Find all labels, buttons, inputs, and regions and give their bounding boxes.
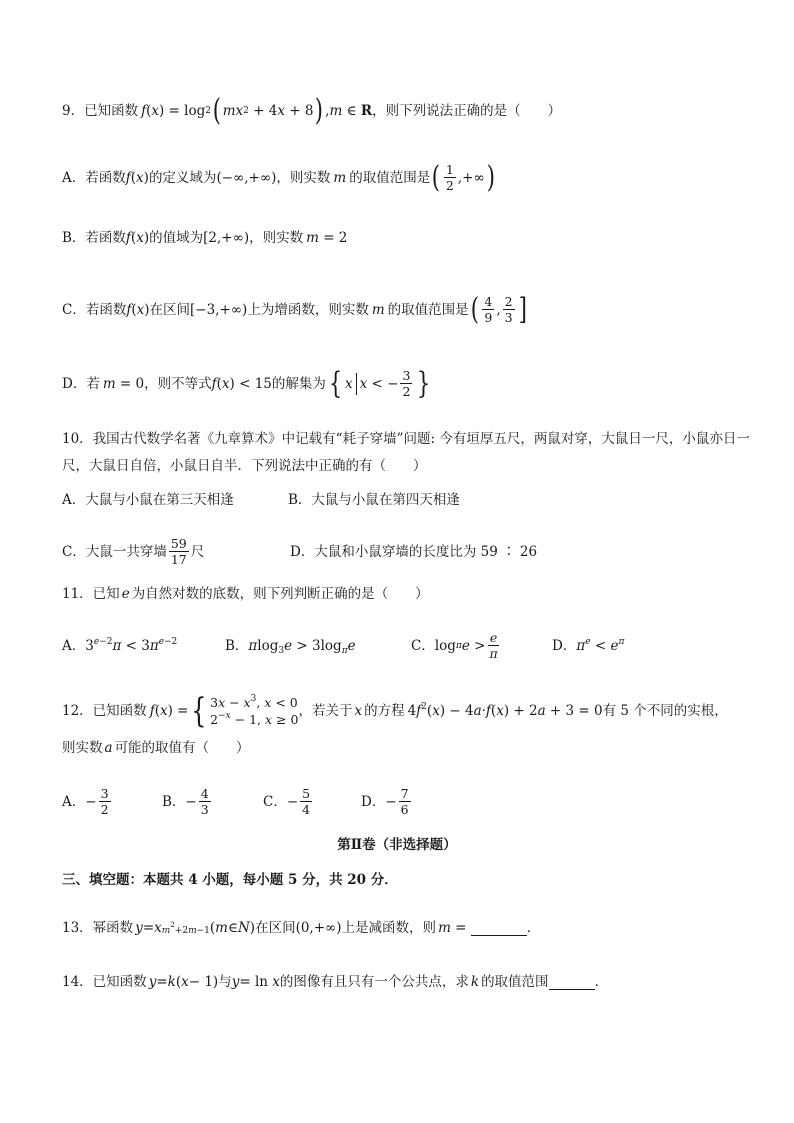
q9-option-d: D．若 m = 0 ，则不等式 f ( x ) < 15 的解集为 { x x < − $\frac{3}{2}$ } xyxy=(62,365,431,401)
q11-stem: 11．已知 e 为自然对数的底数，则下列判断正确的是（ ） xyxy=(62,586,429,602)
q9-stem: 9．已知函数 f ( x ) = log 2 ( mx 2 + 4 x + 8 ) , m ∈ R ，则下列说法正确的是（ ） xyxy=(62,93,562,128)
section-part-heading: 三、填空题：本题共 4 小题，每小题 5 分，共 20 分． xyxy=(62,872,398,888)
q13-stem: 13．幂函数 y = x $m^2+2m-1$ ( m ∈ N ) 在区间 (0,+∞) 上是减函数，则 m = ． xyxy=(62,920,541,936)
q14-stem: 14．已知函数 y = k ( x − 1) 与 y = ln x 的图像有且只有一个公共点，求 k 的取值范围 ． xyxy=(62,974,609,990)
q12-options: A． − $\frac{3}{2}$ B． − $\frac{4}{3}$ C． − $\frac{5}{4}$ D． − $\frac{7}{6}$ xyxy=(62,786,409,817)
q14-answer-blank[interactable] xyxy=(549,975,595,990)
section-title: 第Ⅱ卷（非选择题） xyxy=(337,837,457,853)
q10-stem: 10．我国古代数学名著《九章算术》中记载有“耗子穿墙”问题: 今有垣厚五尺，两鼠对穿，大鼠日一尺，小鼠亦日一尺，大鼠日自倍，小鼠日自半．下列说法中正确的有（ ） xyxy=(62,431,750,474)
q11-options: A．$3^{e-2}\pi < 3\pi^{e-2}$ B．$\pi\log_3e > 3\log_\pi e$ C． log π e > $\frac{e}{\pi}$ D．$\pi^e < e^\pi$ xyxy=(62,630,625,661)
q9-option-c: C．若函数 f ( x ) 在区间 [−3,+∞) 上为增函数，则实数 m 的取值范围是 ( $\frac{4}{9}$ , $\frac{2}{3}$ ] xyxy=(62,291,527,327)
q10-options-ab: A．大鼠与小鼠在第三天相逢 B．大鼠与小鼠在第四天相逢 xyxy=(62,492,460,508)
q9-option-a: A．若函数 f ( x ) 的定义域为 (−∞,+∞) ，则实数 m 的取值范围是 ( $\frac{1}{2}$ ,+∞ ) xyxy=(62,159,495,195)
q10-options-cd: C．大鼠一共穿墙 $\frac{59}{17}$ 尺 D．大鼠和小鼠穿墙的长度比为 59 ∶ 26 xyxy=(62,536,538,567)
q12-line2: 则实数 a 可能的取值有（ ） xyxy=(62,740,250,756)
q9-option-b: B．若函数 f ( x ) 的值域为 [2,+∞) ，则实数 m = 2 xyxy=(62,230,348,246)
q13-answer-blank[interactable] xyxy=(471,921,527,936)
q12-stem: 12．已知函数 f ( x ) = { $3x - x^3$, x < 0 $2^{-x} - 1$, x ≥ 0 ，若关于 x 的方程 $4f^2(x) - 4a\cdot f(x) + 2a + 3 = 0$ 有 5 个不同的实根， xyxy=(62,691,728,731)
